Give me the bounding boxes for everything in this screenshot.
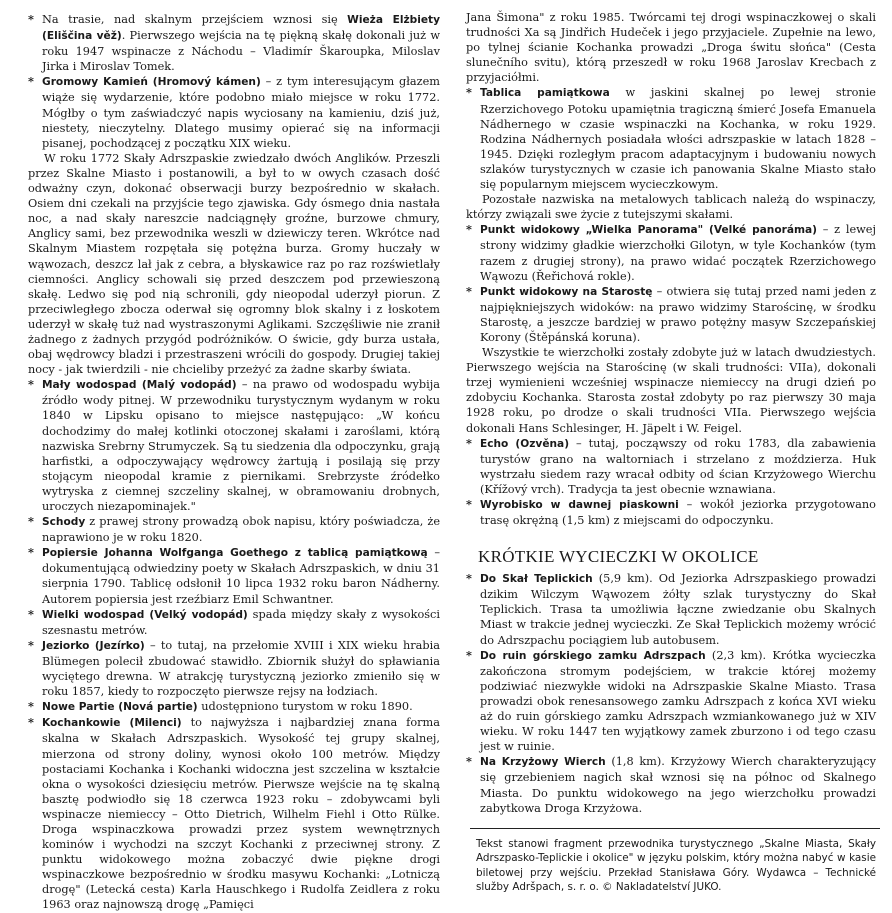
- bullet-star: *: [28, 637, 34, 652]
- bullet-star: *: [28, 74, 34, 89]
- entry-wielka-panorama: * Punkt widokowy „Wielka Panorama" (Velké panoráma) – z lewej strony widzimy gładkie wierzchołki Gilotyn, w tyle Kochanków (tym razem z drugiej strony), na prawo widać początek Rzerzichowego Wąwozu (Řeřichová rokle).: [466, 222, 877, 283]
- bullet-star: *: [466, 435, 472, 450]
- entry-title: Mały wodospad (Malý vodopád): [42, 379, 237, 392]
- bullet-star: *: [28, 12, 34, 26]
- entry-goethe: * Popiersie Johanna Wolfganga Goethego z tablicą pamiątkową – dokumentującą odwiedziny poety w Skałach Adrszpaskich, w dniu 31 sierpnia 1790. Tablicę odsłonił 10 lipca 1932 roku baron Nádherny. Autorem popiersia jest rzeźbiarz Emil Schwantner.: [28, 545, 440, 606]
- entry-title: Wyrobisko w dawnej piaskowni: [480, 499, 679, 511]
- left-column: [28, 12, 440, 913]
- bullet-star: *: [28, 699, 34, 714]
- bullet-star: *: [28, 606, 34, 621]
- bullet-star: *: [28, 545, 34, 560]
- entry-title: Tablica pamiątkowa: [480, 87, 610, 100]
- bullet-star: *: [466, 571, 472, 586]
- entry-title: Kochankowie (Milenci): [42, 717, 182, 730]
- paragraph-story: W roku 1772 Skały Adrszpaskie zwiedzało dwóch Anglików. Przeszli przez Skalne Miasto i postanowili, a był to w owych czasach dość odważny czyn, dokonać obserwacji burzy bezpośrednio w skałach. Osiem dni czekali na przyjście tego zjawiska. Gdy ósmego dnia nastała noc, a nad skały nareszcie nadciągnęły groźne, burzowe chmury, Anglicy sami, bez przewodnika weszli w dziewiczy teren. Wkrótce nad Skalnym Miastem rozpętała się potężna burza. Gromy huczały w wąwozach, deszcz lał jak z cebra, a błyskawice raz po raz rozświetlały ciemności. Anglicy schowali się przed deszczem pod przewieszoną skałę. Ledwo się pod nią schronili, gdy nieopodal uderzył piorun. Z przeciwległego zbocza oderwał się ogromny blok skalny i z łoskotem uderzył w skałę tuż nad wystraszonymi Aglikami. Szczęśliwie nie zranił żadnego z żadnych przygód podróżników. O świcie, gdy burza ustała, obaj wędrowcy bladzi i przestraszeni wrócili do gospody. Drugiej takiej nocy - jak twierdzili - nie chcieliby przeżyć za żadne skarby świata.: [28, 151, 440, 377]
- entry-wyrobisko: * Wyrobisko w dawnej piaskowni – wokół jeziorka przygotowano trasę okrężną (1,5 km) z miejscami do odpoczynku.: [466, 497, 876, 528]
- entry-title: Gromowy Kamień (Hromový kámen): [42, 76, 261, 89]
- entry-wodospad: * Mały wodospad (Malý vodopád) – na prawo od wodospadu wybija źródło wody pitnej. W przewodniku turystycznym wydanym w roku 1840 w Lipsku opisano to miejsce następująco: „W końcu dochodzimy do małej kotlinki otoczonej skałami i zaroślami, którą nazwiska Srebrny Strumyczek. Są tu siedzenia dla odpoczynku, grają harfistki, a odpoczywający wędrowcy żartują i posilają się przy stojącym nieopodal kramie z piernikami. Srebrzyste źródełko wytryska z ciemnej szczeliny skalnej, w obramowaniu drobnych, uroczych niezapominajek.": [28, 377, 440, 513]
- entry-krzyzowy-wierch: * Na Krzyżowy Wierch (1,8 km). Krzyżowy Wierch charakteryzujący się grzebieniem nagich skał wznosi się na północ od Skalnego Miasta. Do punktu widokowego na jego wierzchołku prowadzi zabytkowa Droga Krzyżowa.: [466, 754, 876, 815]
- entry-title: Punkt widokowy na Starostę: [480, 285, 653, 298]
- right-column: [466, 10, 876, 894]
- entry-kochankowie: * Kochankowie (Milenci) to najwyższa i najbardziej znana forma skalna w Skałach Adrszpaskich. Wysokość tej grupy skalnej, mierzona od strony doliny, wynosi około 100 metrów. Między postaciami Kochanka i Kochanki widoczna jest szczelina w kształcie okna o wysokości dziesięciu metrów. Pierwsze wejście na tę skalną basztę podwiodło się 18 czerwca 1923 roku – zdobywcami byli wspinacze niemieccy – Otto Dietrich, Wilhelm Fiehl i Otto Rülke. Droga wspinaczkowa prowadzi przez system wewnętrznych kominów i wychodzi na szczyt Kochanki z przeciwnej strony. Z punktu widokowego można zobaczyć dwie piękne drogi wspinaczkowe bezpośrednio w środku masywu Kochanki: „Lotniczą drogę" (Letecká cesta) Karla Hauschkego i Rudolfa Zeidlera z roku 1963 oraz najnowszą drogę „Pamięci: [28, 715, 440, 912]
- entry-gromowy: * Gromowy Kamień (Hromový kámen) – z tym interesującym głazem wiąże się wydarzenie, które podobno miało miejsce w roku 1772. Mógłby o tym zaświadczyć napis wyciosany na kamieniu, dziś już, niestety, nieczytelny. Dlatego musimy opierać się na informacji pisanej, pochodzącej z początku XIX wieku.: [28, 74, 440, 150]
- entry-zamek: * Do ruin górskiego zamku Adrszpach (2,3 km). Krótka wycieczka zakończona stromym podejściem, w trakcie której możemy podziwiać niezwykłe widoki na Adrszpaskie Skalne Miasto. Trasa prowadzi obok renesansowego zamku Adrszpach z końca XVI wieku aż do ruin górskiego zamku Adrszpach wzmiankowanego już w XIV wieku. W roku 1447 ten wyjątkowy zamek zburzono i od tego czasu jest w ruinie.: [466, 647, 876, 754]
- entry-title: Schody: [42, 516, 86, 529]
- entry-title: Do Skał Teplickich: [480, 573, 593, 586]
- entry-title: Na Krzyżowy Wierch: [480, 756, 606, 769]
- entry-title: Jeziorko (Jezírko): [42, 639, 145, 652]
- paragraph-nazwiska: Pozostałe nazwiska na metalowych tablicach należą do wspinaczy, którzy związali swe życie z tutejszymi skałami.: [466, 193, 876, 222]
- entry-nowe-partie: * Nowe Partie (Nová partie) udostępniono turystom w roku 1890.: [28, 699, 413, 714]
- entry-starosta: * Punkt widokowy na Starostę – otwiera się tutaj przed nami jeden z najpiękniejszych widoków: na prawo widzimy Starościnę, w środku Starostę, a jeszcze bardziej w prawo potężny masyw Szczepańskiej Korony (Štěpánská koruna).: [466, 283, 876, 344]
- entry-jeziorko: * Jeziorko (Jezírko) – to tutaj, na przełomie XVIII i XIX wieku hrabia Blümegen polecił zbudować stawidło. Zbiornik służył do spławiania wyciętego drewna. W atrakcję turystyczną jeziorko zmieniło się w roku 1857, kiedy to rozpoczęto pierwsze rejsy na łodziach.: [28, 637, 440, 699]
- paragraph-wierzcholki: Wszystkie te wierzchołki zostały zdobyte już w latach dwudziestych. Pierwszego wejścia na Starościnę (w skali trudności: VIIa), dokonali trzej wymienieni wcześniej wspinacze niemieccy na drugi dzień po zdobyciu Kochanka. Starosta został zdobyty po raz pierwszy 30 maja 1928 roku, po drodze o skali trudności VIIa. Pierwszego wejścia dokonali Hans Schlesinger, H. Jäpelt i W. Feigel.: [466, 346, 876, 435]
- bullet-star: *: [466, 85, 472, 100]
- entry-echo: * Echo (Ozvěna) – tutaj, począwszy od roku 1783, dla zabawienia turystów grano na waltorniach i strzelano z moździerza. Huk wystrzału siedem razy wracał odbity od ścian Krzyżowego Wierchu (Křížový vrch). Tradycja ta jest obecnie wznawiana.: [466, 435, 876, 496]
- entry-title: Punkt widokowy „Wielka Panorama" (Velké panoráma): [480, 224, 818, 237]
- section-heading: KRÓTKIE WYCIECZKI W OKOLICE: [478, 547, 759, 567]
- entry-title: Wieża Elżbiety (Eliščina věž): [42, 14, 440, 43]
- bullet-star: *: [466, 754, 472, 769]
- credits-text: Tekst stanowi fragment przewodnika turystycznego „Skalne Miasta, Skały Adrszpasko-Teplickie i okolice" w języku polskim, który można nabyć w kasie biletowej przy wejściu. Przekład Stanisława Góry. Wydawca – Technické služby Adršpach, s. r. o. © Nakladatelství JUKO.: [476, 837, 876, 893]
- divider-rule: [470, 828, 880, 829]
- entry-wieza: * Na trasie, nad skalnym przejściem wznosi się Wieża Elżbiety (Eliščina věž). Pierwszego wejścia na tę piękną skałę dokonali już w roku 1947 wspinacze z Náchodu – Vladimír Škaroupka, Miloslav Jirka i Miroslav Tomek.: [28, 12, 440, 74]
- bullet-star: *: [28, 514, 34, 529]
- entry-schody: * Schody z prawej strony prowadzą obok napisu, który poświadcza, że naprawiono je w roku 1820.: [28, 514, 440, 545]
- entry-title: Wielki wodospad (Velký vodopád): [42, 608, 248, 621]
- bullet-star: *: [466, 283, 472, 298]
- bullet-star: *: [466, 647, 472, 662]
- bullet-star: *: [28, 715, 34, 730]
- paragraph-continuation: Jana Šimona" z roku 1985. Twórcami tej drogi wspinaczkowej o skali trudności Xa są Jindřich Hudeček i jego przyjaciele. Zupełnie na lewo, po tylnej ścianie Kochanka prowadzi „Droga świtu słońca" (Cesta slunečního svitu), którą przeszedł w roku 1968 Jaroslav Krecbach z przyjaciółmi.: [466, 11, 876, 85]
- entry-wielki-wodospad: * Wielki wodospad (Velký vodopád) spada między skały z wysokości szesnastu metrów.: [28, 606, 440, 637]
- bullet-star: *: [28, 377, 34, 392]
- entry-title: Echo (Ozvěna): [480, 437, 570, 450]
- bullet-star: *: [466, 497, 472, 511]
- entry-title: Nowe Partie (Nová partie): [42, 701, 198, 714]
- entry-title: Do ruin górskiego zamku Adrszpach: [480, 649, 706, 662]
- bullet-star: *: [466, 222, 472, 237]
- entry-tablica: * Tablica pamiątkowa w jaskini skalnej po lewej stronie Rzerzichovego Potoku upamiętnia tragiczną śmierć Josefa Emanuela Nádhernego w czasie wspinaczki na Kochanka, w roku 1929. Rodzina Nádhernych posiadała włości adrszpaskie w latach 1828 – 1945. Dzięki rozległym pracom adaptacyjnym i budowaniu nowych szlaków turystycznych w czasie ich panowania Skalne Miasto stało się popularnym miejscem wycieczkowym.: [466, 85, 876, 192]
- entry-teplice: * Do Skał Teplickich (5,9 km). Od Jeziorka Adrszpaskiego prowadzi dzikim Wilczym Wąwozem żółty szlak turystyczny do Skał Teplickich. Trasa ta umożliwia łączne zwiedzanie obu Skalnych Miast w trakcie jednej wycieczki. Ze Skał Teplickich możemy wrócić do Adrszpachu pociągiem lub autobusem.: [466, 571, 876, 647]
- entry-title: Popiersie Johanna Wolfganga Goethego z tablicą pamiątkową: [42, 547, 428, 560]
